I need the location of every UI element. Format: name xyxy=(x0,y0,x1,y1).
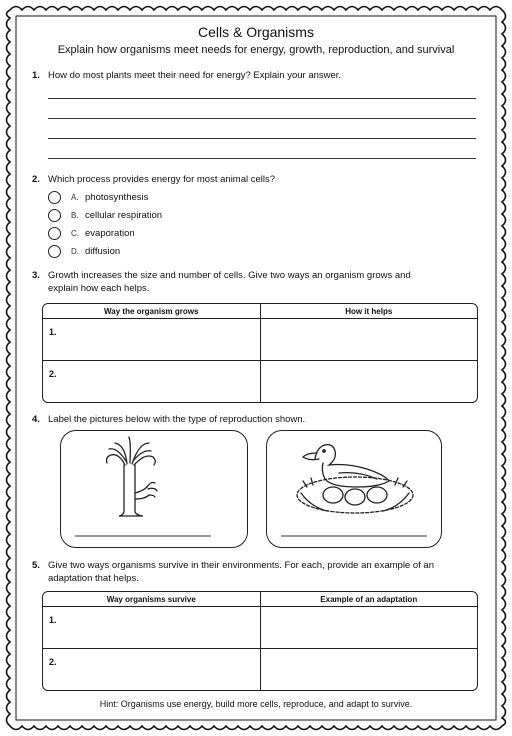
table-cell[interactable] xyxy=(261,607,478,648)
option-letter: A. xyxy=(71,192,79,202)
q2-option-b[interactable] xyxy=(48,208,162,222)
q5-text-line1: Give two ways organisms survive in their environments. For each, provide an example of an xyxy=(48,560,434,571)
q1-number: 1. xyxy=(32,70,40,81)
row-number: 1. xyxy=(49,327,57,337)
row-number: 1. xyxy=(49,615,57,625)
option-letter: B. xyxy=(71,210,79,220)
hydra-picture-box xyxy=(60,430,248,548)
radio-circle-icon[interactable] xyxy=(48,209,61,222)
q3-text-line2: explain how each helps. xyxy=(48,283,150,294)
q2-option-c[interactable] xyxy=(48,226,135,240)
column-header: Example of an adaptation xyxy=(320,594,418,604)
radio-circle-icon[interactable] xyxy=(48,227,61,240)
q1-answer-line-2[interactable] xyxy=(48,118,476,119)
q3-number: 3. xyxy=(32,270,40,281)
option-letter: C. xyxy=(71,228,79,238)
option-text: cellular respiration xyxy=(85,209,163,221)
table-cell[interactable] xyxy=(261,361,478,402)
radio-circle-icon[interactable] xyxy=(48,191,61,204)
q3-text-line1: Growth increases the size and number of cells. Give two ways an organism grows and xyxy=(48,270,411,281)
column-header: Way organisms survive xyxy=(43,592,261,606)
q4-text: Label the pictures below with the type of reproduction shown. xyxy=(48,414,306,425)
option-text: photosynthesis xyxy=(85,191,149,203)
option-letter: D. xyxy=(71,246,79,256)
radio-circle-icon[interactable] xyxy=(48,245,61,258)
q2-option-a[interactable] xyxy=(48,190,148,204)
page-subtitle: Explain how organisms meet needs for energy, growth, reproduction, and survival xyxy=(57,44,455,56)
q1-answer-line-4[interactable] xyxy=(48,158,476,159)
duck-with-eggs-icon xyxy=(267,431,441,547)
hint-text: Hint: Organisms use energy, build more cells, reproduce, and adapt to survive. xyxy=(99,699,413,709)
table-cell[interactable] xyxy=(43,649,261,690)
hydra-budding-icon xyxy=(61,431,247,547)
column-header: Way the organism grows xyxy=(43,304,261,318)
q5-table xyxy=(42,591,478,691)
table-cell[interactable] xyxy=(43,361,261,402)
q4-number: 4. xyxy=(32,414,40,425)
column-header: How it helps xyxy=(345,306,393,316)
table-header xyxy=(43,304,477,319)
row-number: 2. xyxy=(49,657,57,667)
row-number: 2. xyxy=(49,369,57,379)
q5-number: 5. xyxy=(32,560,40,571)
table-cell[interactable] xyxy=(43,319,261,360)
option-text: diffusion xyxy=(85,245,121,257)
table-row xyxy=(43,319,477,361)
table-cell[interactable] xyxy=(261,649,478,690)
option-text: evaporation xyxy=(85,227,135,239)
q3-table xyxy=(42,303,478,403)
page-title: Cells & Organisms xyxy=(198,24,314,40)
table-row xyxy=(43,607,477,649)
table-cell[interactable] xyxy=(261,319,478,360)
q2-number: 2. xyxy=(32,174,40,185)
q1-answer-line-3[interactable] xyxy=(48,138,476,139)
table-row xyxy=(43,361,477,402)
q5-text-line2: adaptation that helps. xyxy=(48,573,139,584)
q2-option-d[interactable] xyxy=(48,244,120,258)
table-row xyxy=(43,649,477,690)
q2-text: Which process provides energy for most animal cells? xyxy=(48,174,276,185)
q1-answer-line-1[interactable] xyxy=(48,98,476,99)
table-cell[interactable] xyxy=(43,607,261,648)
q1-text: How do most plants meet their need for energy? Explain your answer. xyxy=(48,70,342,81)
table-header xyxy=(43,592,477,607)
duck-eggs-picture-box xyxy=(266,430,442,548)
